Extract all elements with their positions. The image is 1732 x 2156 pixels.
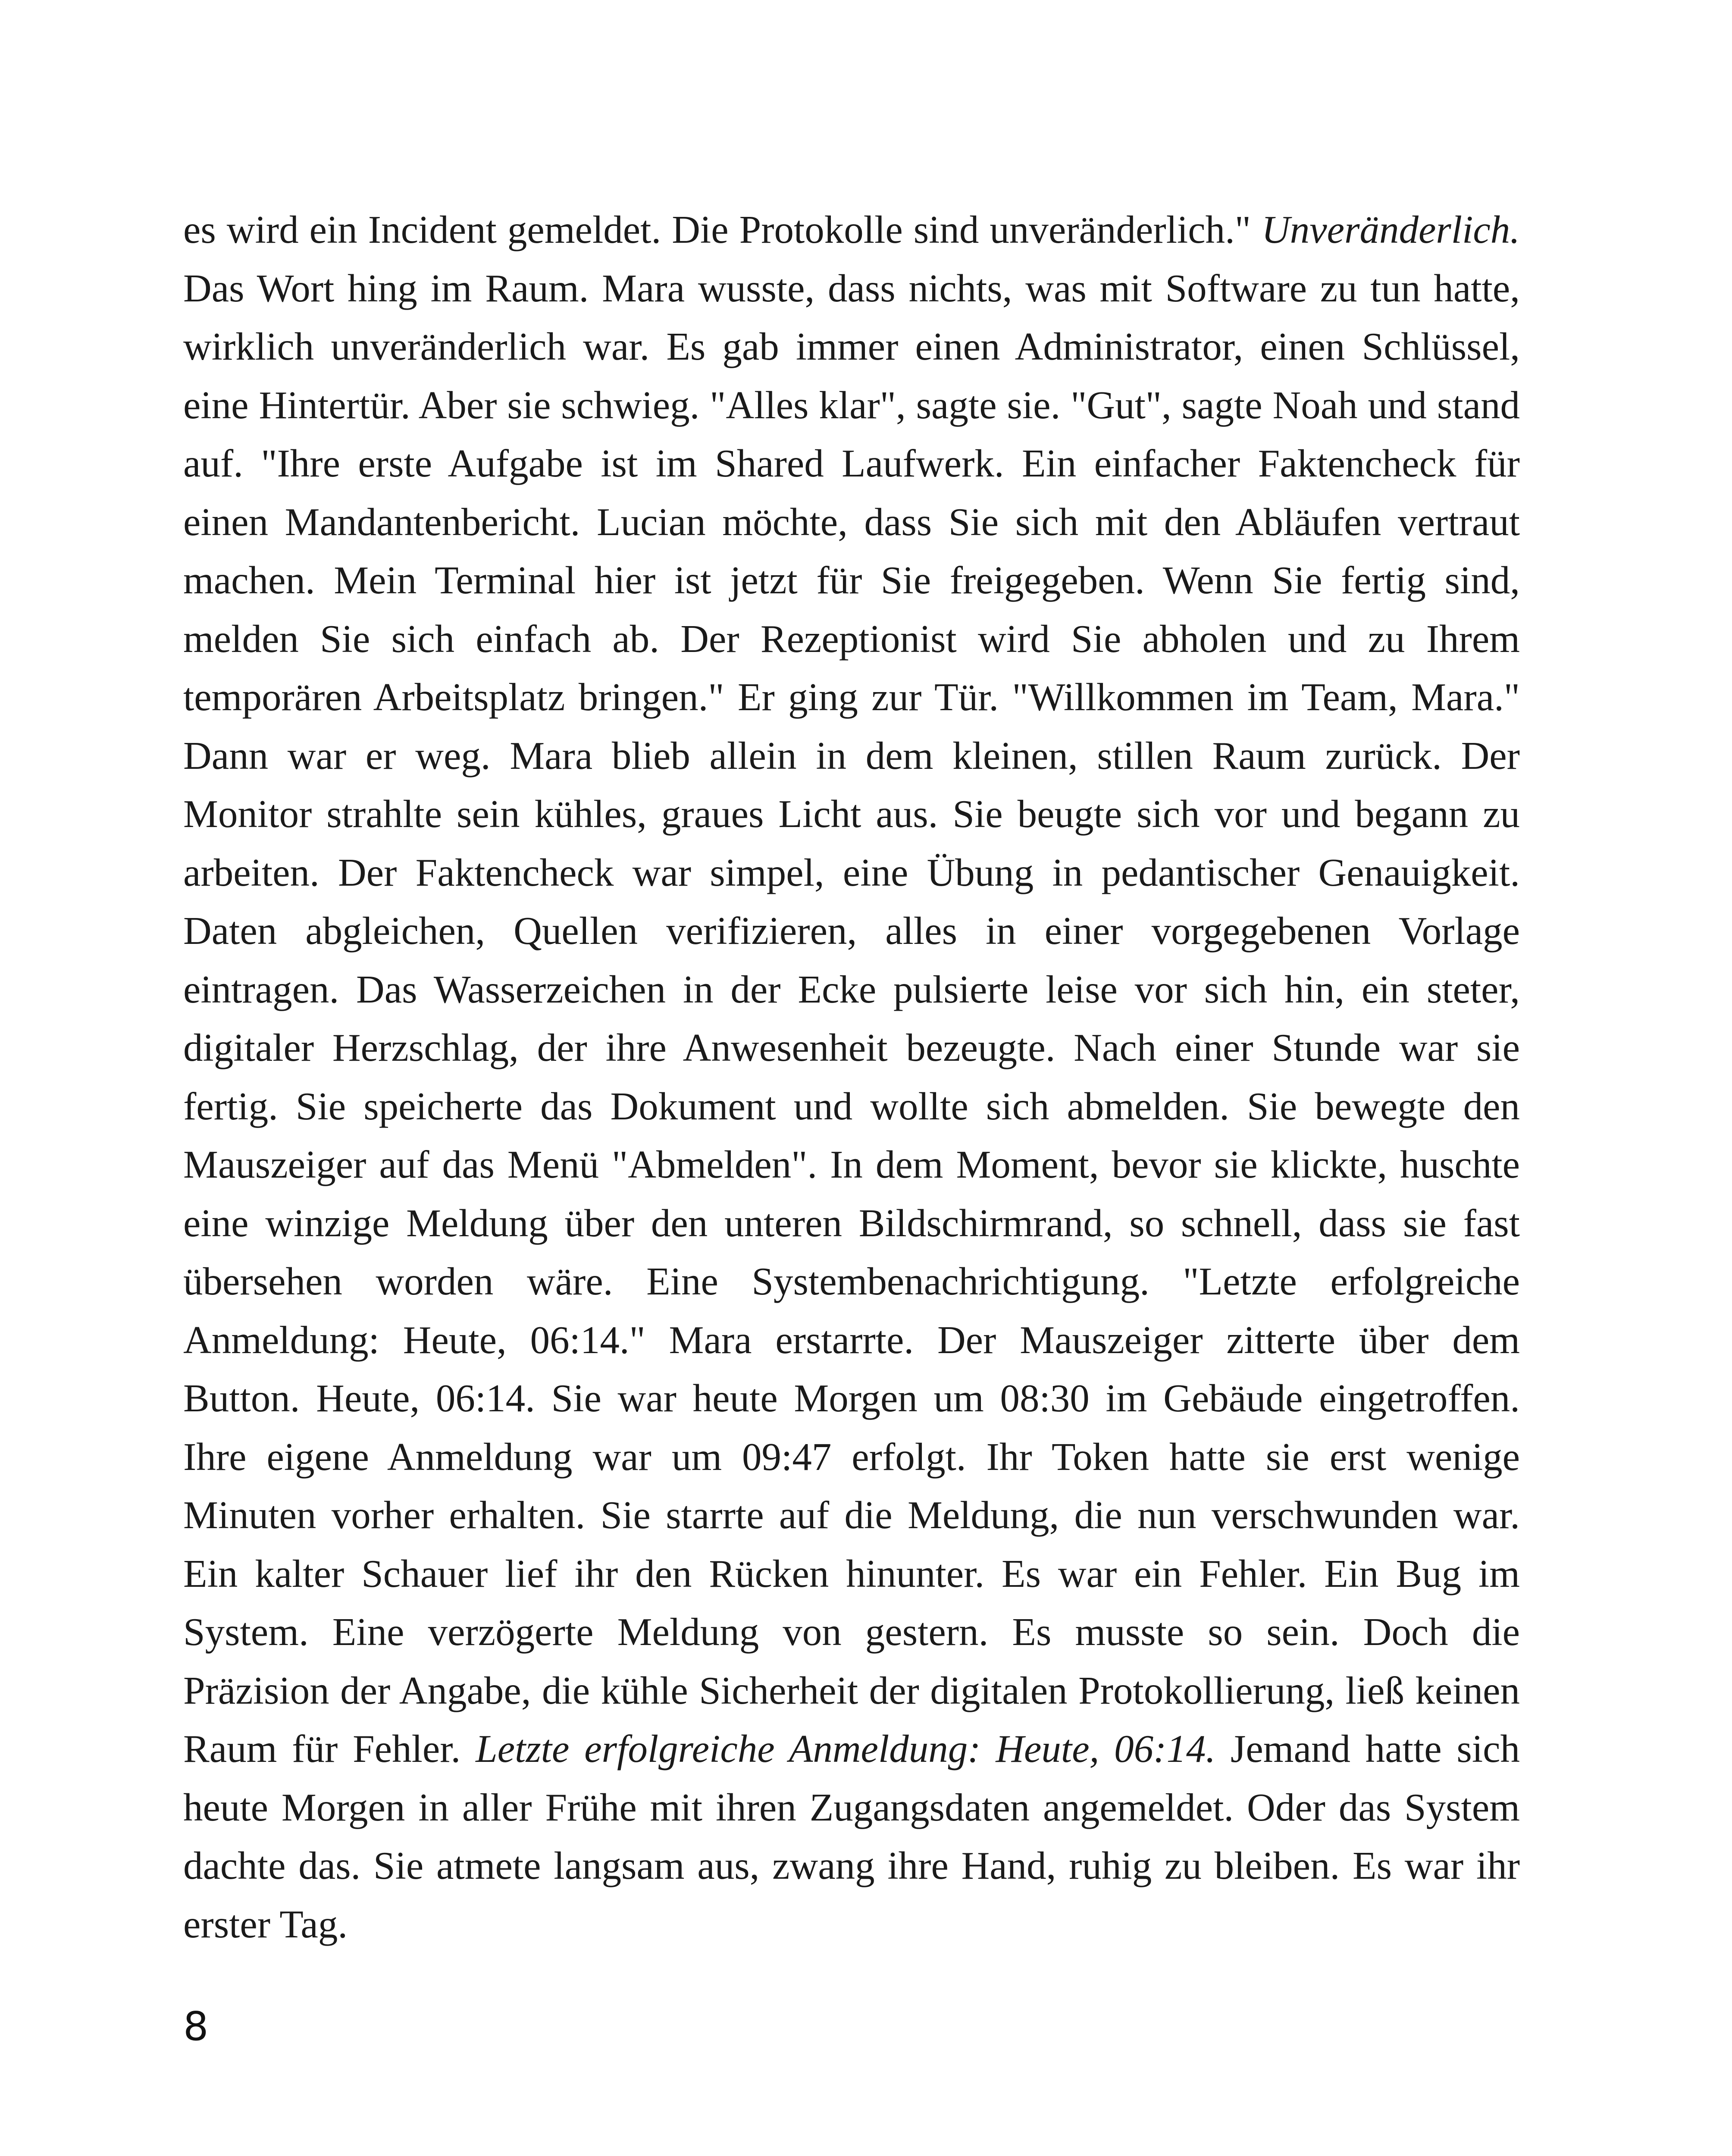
body-paragraph: [183, 201, 1520, 1953]
italic-text-segment: Letzte erfolgreiche Anmeldung: Heute, 06:14.: [476, 1727, 1216, 1771]
text-segment: es wird ein Incident gemeldet. Die Protokolle sind unveränderlich.": [183, 208, 1262, 251]
text-segment: Das Wort hing im Raum. Mara wusste, dass nichts, was mit Software zu tun hatte, wirklich unveränderlich war. Es gab immer einen Administrator, einen Schlüssel, eine Hintertür. Aber sie schwieg. "Alles klar", sagte sie. "Gut", sagte Noah und stand auf. "Ihre erste Aufgabe ist im Shared Laufwerk. Ein einfacher Faktencheck für einen Mandantenbericht. Lucian möchte, dass Sie sich mit den Abläufen vertraut machen. Mein Terminal hier ist jetzt für Sie freigegeben. Wenn Sie fertig sind, melden Sie sich einfach ab. Der Rezeptionist wird Sie abholen und zu Ihrem temporären Arbeitsplatz bringen." Er ging zur Tür. "Willkommen im Team, Mara." Dann war er weg. Mara blieb allein in dem kleinen, stillen Raum zurück. Der Monitor strahlte sein kühles, graues Licht aus. Sie beugte sich vor und begann zu arbeiten. Der Faktencheck war simpel, eine Übung in pedantischer Genauigkeit. Daten abgleichen, Quellen verifizieren, alles in einer vorgegebenen Vorlage eintragen. Das Wasserzeichen in der Ecke pulsierte leise vor sich hin, ein steter, digitaler Herzschlag, der ihre Anwesenheit bezeugte. Nach einer Stunde war sie fertig. Sie speicherte das Dokument und wollte sich abmelden. Sie bewegte den Mauszeiger auf das Menü "Abmelden". In dem Moment, bevor sie klickte, huschte eine winzige Meldung über den unteren Bildschirmrand, so schnell, dass sie fast übersehen worden wäre. Eine Systembenachrichtigung. "Letzte erfolgreiche Anmeldung: Heute, 06:14." Mara erstarrte. Der Mauszeiger zitterte über dem Button. Heute, 06:14. Sie war heute Morgen um 08:30 im Gebäude eingetroffen. Ihre eigene Anmeldung war um 09:47 erfolgt. Ihr Token hatte sie erst wenige Minuten vorher erhalten. Sie starrte auf die Meldung, die nun verschwunden war. Ein kalter Schauer lief ihr den Rücken hinunter. Es war ein Fehler. Ein Bug im System. Eine verzögerte Meldung von gestern. Es musste so sein. Doch die Präzision der Angabe, die kühle Sicherheit der digitalen Protokollierung, ließ keinen Raum für Fehler.: [183, 266, 1520, 1771]
text-segment: Jemand hatte sich heute Morgen in aller Frühe mit ihren Zugangsdaten angemeldet. Oder das System dachte das. Sie atmete langsam aus, zwang ihre Hand, ruhig zu bleiben. Es war ihr erster Tag.: [183, 1727, 1520, 1946]
italic-text-segment: Unveränderlich.: [1262, 208, 1520, 251]
page-number: 8: [183, 2003, 209, 2049]
